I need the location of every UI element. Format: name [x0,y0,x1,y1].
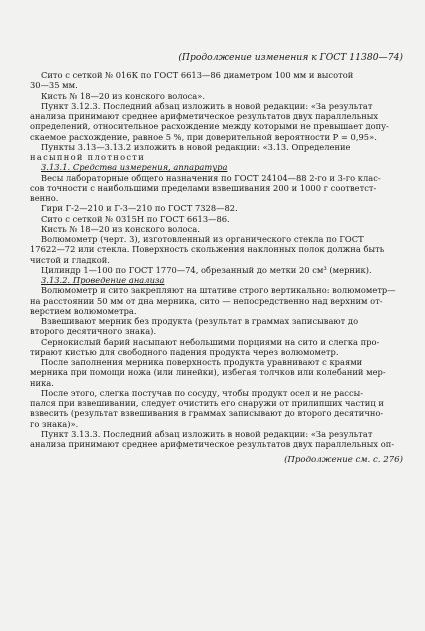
text-line: анализа принимают среднее арифметическое результатов двух параллельных оп- [30,439,395,449]
text-line: чистой и гладкой. [30,254,110,265]
text-line: Гири Г-2—210 и Г-3—210 по ГОСТ 7328—82. [41,203,238,214]
text-line: сов точности с наибольшими пределами взвешивания 200 и 1000 г соответст- [30,182,377,193]
text-line: Взвешивают мерник без продукта (результат в граммах записывают до [41,316,359,326]
text-line: скаемое расхождение, равное 5 %, при доверительной вероятности P = 0,95». [30,131,377,142]
text-line: Пункт 3.13.3. Последний абзац изложить в новой редакции: «За результат [41,428,373,439]
text-line: ника. [30,377,54,388]
text-line: Кисть № 18—20 из конского волоса». [41,90,206,101]
page-footer: (Продолжение см. с. 276) [284,455,403,466]
body-text [30,70,403,449]
text-line: После заполнения мерника поверхность продукта уравнивают с краями [41,357,363,367]
text-line: анализа принимают среднее арифметическое результатов двух параллельных [30,111,379,121]
text-line: на расстоянии 50 мм от дна мерника, сито — непосредственно над верхним от- [30,295,383,306]
text-line: 3.13.1. Средства измерения, аппаратура [41,162,228,173]
text-line: взвесить (результат взвешивания в граммах записывают до второго десятично- [30,408,384,419]
text-line: го знака)». [30,418,79,429]
text-line: верстием волюмометра. [30,305,137,316]
text-line: тирают кистью для свободного падения продукта через волюмометр. [30,346,339,357]
text-line: венно. [30,193,59,203]
text-line: насыпной плотности [30,152,146,162]
text-line: Сернокислый барий насыпают небольшими порциями на сито и слегка про- [41,336,380,347]
text-line: Весы лабораторные общего назначения по ГОСТ 24104—88 2-го и 3-го клас- [41,172,381,183]
text-line: Сито с сеткой № 016К по ГОСТ 6613—86 диаметром 100 мм и высотой [41,70,354,80]
text-line: Пункт 3.12.3. Последний абзац изложить в новой редакции: «За результат [41,100,373,111]
text-line: Волюмометр (черт. 3), изготовленный из органического стекла по ГОСТ [41,234,364,244]
text-line: мерника при помощи ножа (или линейки), избегая толчков или колебаний мер- [30,367,386,378]
text-line: Кисть № 18—20 из конского волоса. [41,223,200,234]
text-line: Цилиндр 1—100 по ГОСТ 1770—74, обрезанный до метки 20 см³ (мерник). [41,264,372,275]
text-line: определений, относительное расхождение между которыми не превышает допу- [30,121,389,132]
text-line: 3.13.2. Проведение анализа [41,275,165,285]
text-line: Волюмометр и сито закрепляют на штативе строго вертикально: волюмометр— [41,285,396,296]
text-line: Пункты 3.13—3.13.2 изложить в новой редакции: «3.13. Определение [41,141,351,152]
text-line: 17622—72 или стекла. Поверхность скольжения наклонных полок должна быть [30,244,385,255]
page-header: (Продолжение изменения к ГОСТ 11380—74) [178,52,403,63]
text-line: 30—35 мм. [30,80,78,91]
text-line: пался при взвешивании, следует очистить его снаружи от прилипших частиц и [30,398,384,408]
text-line: второго десятичного знака). [30,326,157,337]
text-line: После этого, слегка постучав по сосуду, чтобы продукт осел и не рассы- [41,387,364,398]
text-line: Сито с сеткой № 0315Н по ГОСТ 6613—86. [41,213,230,224]
